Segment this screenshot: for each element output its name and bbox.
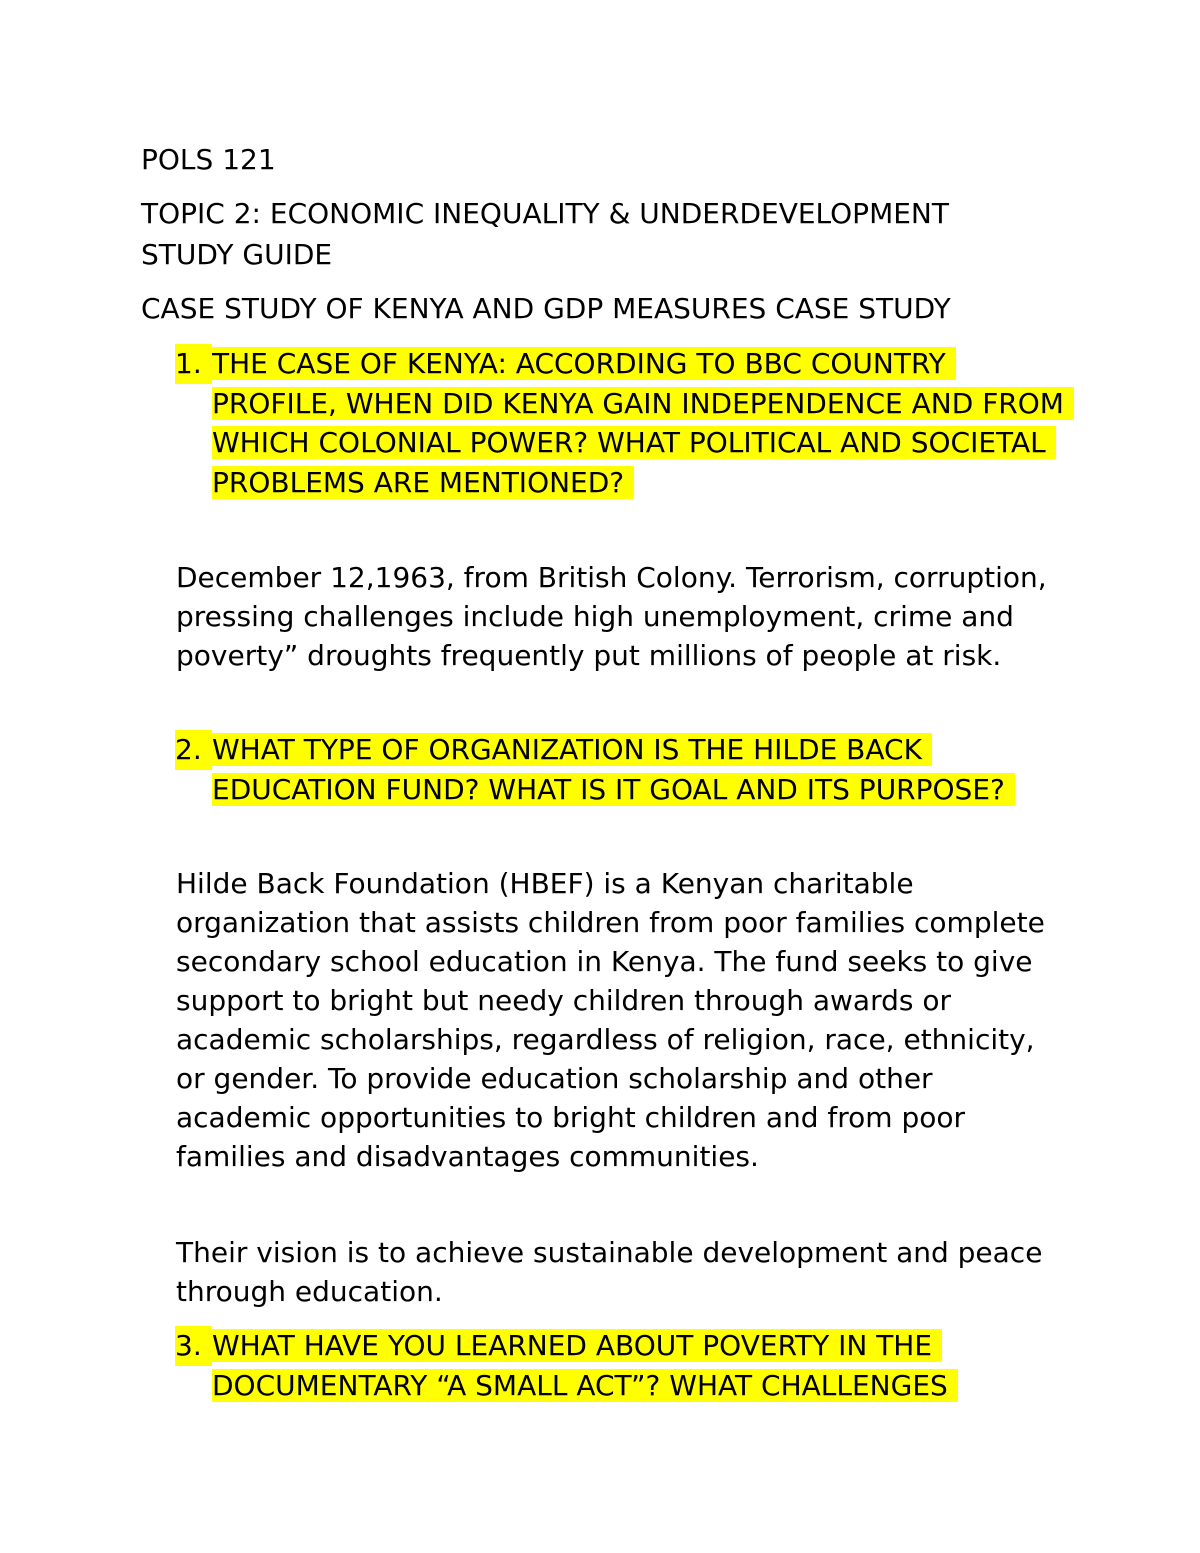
topic-title-line-1: TOPIC 2: ECONOMIC INEQUALITY & UNDERDEVELOPMENT <box>141 197 949 230</box>
answer-2-paragraph-1: Hilde Back Foundation (HBEF) is a Kenyan charitable organization that assists children from poor families complete secondary school education in Kenya. The fund seeks to give support to bright but needy children through awards or academic scholarships, regardless of religion, race, ethnicity, or gender. To provide education scholarship and other academic opportunities to bright children and from poor families and disadvantages communities. <box>176 867 1045 1173</box>
question-text <box>212 344 1075 502</box>
answer-2-paragraph-2: Their vision is to achieve sustainable development and peace through education. <box>176 1236 1043 1308</box>
case-study-title: CASE STUDY OF KENYA AND GDP MEASURES CASE STUDY <box>141 292 951 325</box>
question-text <box>212 1326 1075 1405</box>
question-number: 1. <box>175 344 212 384</box>
question-3 <box>175 1326 1075 1405</box>
course-code: POLS 121 <box>141 143 276 176</box>
question-2 <box>175 730 1075 809</box>
answer-1: December 12,1963, from British Colony. Terrorism, corruption, pressing challenges include high unemployment, crime and poverty” droughts frequently put millions of people at risk. <box>176 561 1047 672</box>
question-1 <box>175 344 1075 502</box>
question-number: 3. <box>175 1326 212 1366</box>
question-text-highlight: WHAT TYPE OF ORGANIZATION IS THE HILDE BACK EDUCATION FUND? WHAT IS IT GOAL AND ITS PURPOSE? <box>212 733 1015 806</box>
question-text <box>212 730 1075 809</box>
question-text-highlight: THE CASE OF KENYA: ACCORDING TO BBC COUNTRY PROFILE, WHEN DID KENYA GAIN INDEPENDENCE AND FROM WHICH COLONIAL POWER? WHAT POLITICAL AND SOCIETAL PROBLEMS ARE MENTIONED? <box>212 347 1074 499</box>
topic-title-line-2: STUDY GUIDE <box>141 238 333 271</box>
question-text-highlight: WHAT HAVE YOU LEARNED ABOUT POVERTY IN THE DOCUMENTARY “A SMALL ACT”? WHAT CHALLENGES <box>212 1329 958 1402</box>
question-number: 2. <box>175 730 212 770</box>
